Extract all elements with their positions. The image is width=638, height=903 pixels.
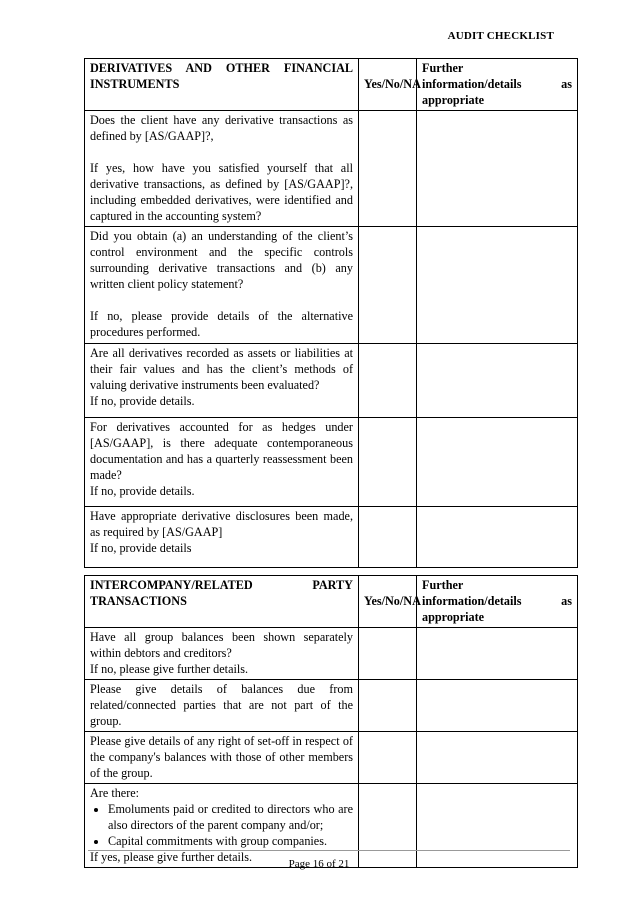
question-text: Are there:: [90, 786, 140, 800]
section-title-line: TRANSACTIONS: [90, 594, 187, 608]
question-text: Does the client have any derivative transactions as defined by [AS/GAAP]?,: [90, 113, 353, 143]
section-title: [85, 59, 359, 111]
question-text: For derivatives accounted for as hedges under [AS/GAAP], is there adequate contemporaneous documentation and has a quarterly reassessment been made?: [90, 420, 353, 482]
further-info-header: [417, 59, 578, 111]
list-item: • Emoluments paid or credited to directors who are also directors of the parent company and/or;: [108, 801, 353, 833]
intercompany-checklist-table: [84, 575, 578, 868]
question-cell: [85, 111, 359, 227]
question-cell: [85, 784, 359, 868]
yes-no-na-cell[interactable]: [359, 344, 417, 418]
further-info-label: appropriate: [422, 610, 485, 624]
yes-no-na-cell[interactable]: [359, 784, 417, 868]
list-item: • Capital commitments with group companies.: [108, 833, 353, 849]
question-followup: If yes, please give further details.: [90, 850, 253, 864]
further-info-header: [417, 576, 578, 628]
yes-no-na-label: Yes/No/NA: [364, 77, 421, 91]
table-row: [85, 344, 578, 418]
table-row: [85, 227, 578, 344]
question-followup: If no, provide details.: [90, 484, 195, 498]
page-number: Page 16 of 21: [288, 858, 350, 870]
yes-no-na-cell[interactable]: [359, 111, 417, 227]
further-info-label: Further: [422, 61, 464, 75]
question-cell: [85, 732, 359, 784]
question-text: Please give details of balances due from related/connected parties that are not part of the group.: [90, 682, 353, 728]
table-row: [85, 784, 578, 868]
section-title: [85, 576, 359, 628]
question-cell: [85, 227, 359, 344]
yes-no-na-header: [359, 576, 421, 628]
section-title-line: DERIVATIVES AND OTHER FINANCIAL: [90, 61, 353, 75]
question-cell: [85, 628, 359, 680]
question-followup: If no, provide details: [90, 541, 192, 555]
question-text: Are all derivatives recorded as assets or liabilities at their fair values and has the client’s methods of valuing derivative instruments been evaluated?: [90, 346, 353, 392]
table-row: [85, 418, 578, 507]
further-info-cell[interactable]: [417, 111, 578, 227]
further-info-cell[interactable]: [417, 628, 578, 680]
further-info-label: information/details as: [422, 77, 572, 91]
yes-no-na-cell[interactable]: [359, 732, 417, 784]
question-text: Did you obtain (a) an understanding of the client’s control environment and the specific controls surrounding derivative transactions and (b) any written client policy statement?: [90, 229, 353, 291]
yes-no-na-header: [359, 59, 421, 111]
yes-no-na-cell[interactable]: [359, 680, 417, 732]
question-text: Have all group balances been shown separately within debtors and creditors?: [90, 630, 353, 660]
question-followup: If no, provide details.: [90, 394, 195, 408]
further-info-label: information/details as: [422, 594, 572, 608]
further-info-label: appropriate: [422, 93, 485, 107]
section-title-line: INSTRUMENTS: [90, 77, 180, 91]
yes-no-na-cell[interactable]: [359, 628, 417, 680]
further-info-cell[interactable]: [417, 784, 578, 868]
footer-divider: [88, 850, 570, 851]
table-row: [85, 111, 578, 227]
question-followup: If no, please provide details of the alternative procedures performed.: [90, 309, 353, 339]
further-info-cell[interactable]: [417, 418, 578, 507]
further-info-cell[interactable]: [417, 344, 578, 418]
table-row: [85, 680, 578, 732]
yes-no-na-cell[interactable]: [359, 507, 417, 568]
question-cell: [85, 418, 359, 507]
table-header-row: [85, 576, 578, 628]
further-info-cell[interactable]: [417, 227, 578, 344]
question-cell: [85, 344, 359, 418]
question-cell: [85, 680, 359, 732]
question-followup: If yes, how have you satisfied yourself that all derivative transactions, as defined by [AS/GAAP]?, including embedded derivatives, were identified and captured in the accounting system?: [90, 161, 353, 223]
further-info-cell[interactable]: [417, 507, 578, 568]
bullet-list: [90, 801, 353, 849]
section-title-line: INTERCOMPANY/RELATED PARTY: [90, 578, 353, 592]
derivatives-checklist-table: [84, 58, 578, 568]
question-followup: If no, please give further details.: [90, 662, 249, 676]
further-info-cell[interactable]: [417, 732, 578, 784]
yes-no-na-cell[interactable]: [359, 418, 417, 507]
question-text: Have appropriate derivative disclosures been made, as required by [AS/GAAP]: [90, 509, 353, 539]
question-text: Please give details of any right of set-off in respect of the company's balances with those of other members of the group.: [90, 734, 353, 780]
further-info-cell[interactable]: [417, 680, 578, 732]
page-header-title: AUDIT CHECKLIST: [447, 30, 554, 42]
question-cell: [85, 507, 359, 568]
yes-no-na-cell[interactable]: [359, 227, 417, 344]
table-row: [85, 628, 578, 680]
table-header-row: [85, 59, 578, 111]
table-row: [85, 732, 578, 784]
yes-no-na-label: Yes/No/NA: [364, 594, 421, 608]
table-row: [85, 507, 578, 568]
further-info-label: Further: [422, 578, 464, 592]
